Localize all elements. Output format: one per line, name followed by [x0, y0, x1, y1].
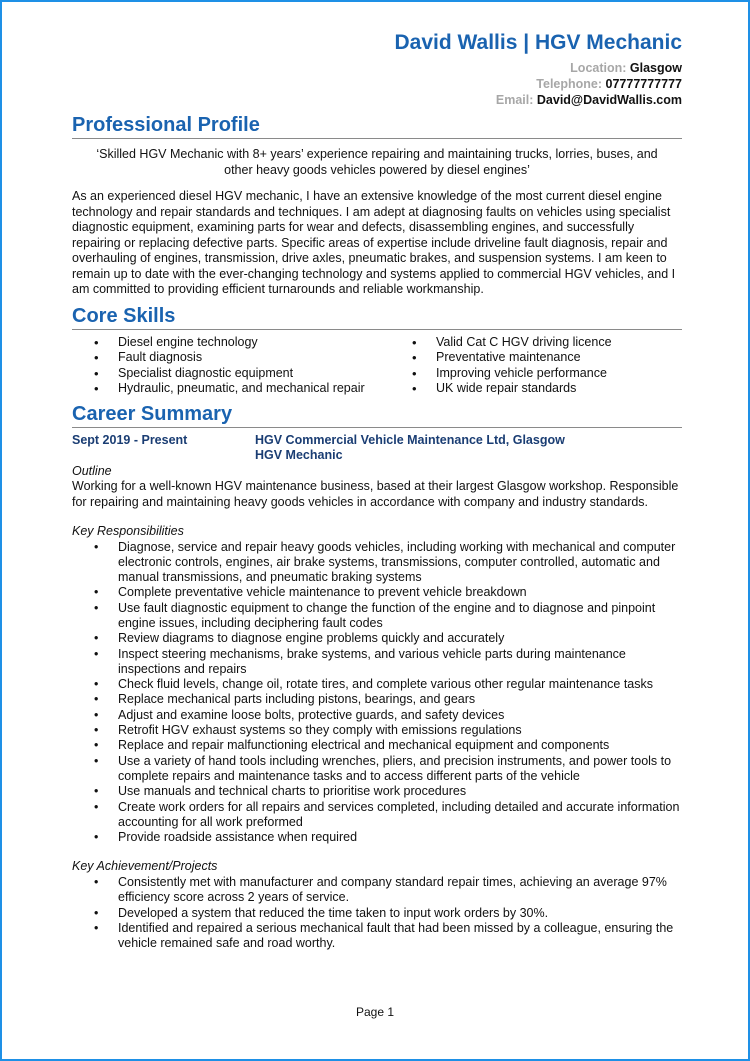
responsibilities-list — [72, 540, 682, 846]
email-line — [72, 92, 682, 108]
job-employer — [255, 433, 565, 464]
skill-item: • Diesel engine technology — [94, 335, 404, 351]
outline-label: Outline — [72, 463, 112, 478]
skill-item: • Improving vehicle performance — [412, 366, 612, 382]
skill-item: • Valid Cat C HGV driving licence — [412, 335, 612, 351]
career-heading: Career Summary — [72, 402, 682, 428]
location-line — [72, 60, 682, 76]
skill-item: • Fault diagnosis — [94, 350, 404, 366]
profile-quote: ‘Skilled HGV Mechanic with 8+ years’ experience repairing and maintaining trucks, lorries, buses, and other heavy goods vehicles powered by diesel engines’ — [96, 147, 658, 177]
list-item: • Review diagrams to diagnose engine problems quickly and accurately — [94, 631, 682, 646]
outline-text: Working for a well-known HGV maintenance business, based at their largest Glasgow workshop. Responsible for repairing and maintaining heavy goods vehicles in accordance with company and industry standards. — [72, 479, 679, 509]
skills-column-left — [72, 335, 404, 397]
skill-item: • UK wide repair standards — [412, 381, 612, 397]
cv-content — [72, 30, 682, 951]
location-value: Glasgow — [629, 61, 682, 75]
achievements-label: Key Achievement/Projects — [72, 859, 218, 874]
skill-item: • Specialist diagnostic equipment — [94, 366, 404, 382]
skills-list — [72, 335, 682, 397]
list-item: • Inspect steering mechanisms, brake systems, and various vehicle parts during maintenance inspections and repairs — [94, 647, 682, 678]
job-role: HGV Mechanic — [255, 448, 343, 462]
contact-block — [72, 60, 682, 108]
location-label: Location: — [570, 61, 627, 75]
list-item: • Provide roadside assistance when required — [94, 830, 682, 845]
skills-heading: Core Skills — [72, 304, 682, 330]
page-number: Page 1 — [355, 1005, 395, 1019]
list-item: • Diagnose, service and repair heavy goods vehicles, including working with mechanical and computer electronic controls, engines, air brake systems, transmissions, computer controlled, automatic and manual transmissions, and pneumatic braking systems — [94, 540, 682, 586]
skills-column-right — [404, 335, 612, 397]
candidate-name: David Wallis | HGV Mechanic — [394, 31, 682, 54]
telephone-label: Telephone: — [536, 77, 603, 91]
list-item: • Replace and repair malfunctioning electrical and mechanical equipment and components — [94, 738, 682, 753]
list-item: • Use manuals and technical charts to prioritise work procedures — [94, 784, 682, 799]
skill-item: • Hydraulic, pneumatic, and mechanical repair — [94, 381, 404, 397]
list-item: • Developed a system that reduced the time taken to input work orders by 30%. — [94, 906, 682, 921]
telephone-value: 07777777777 — [605, 77, 682, 91]
job-dates: Sept 2019 - Present — [72, 432, 188, 447]
email-value: David@DavidWallis.com — [536, 93, 682, 107]
profile-paragraph: As an experienced diesel HGV mechanic, I have an extensive knowledge of the most current diesel engine technology and repair standards and techniques. I am adept at diagnosing faults on vehicles using specialist diagnostic equipment, examining parts for wear and defects, disassembling engines, and successfully repairing or replacing defective parts. Specific areas of expertise include driveline fault diagnosis, repair and overhauling of engines, transmission, drive axles, pneumatic brakes, and suspension systems. I am keen to remain up to date with the ever-changing technology and systems applied to commercial HGV vehicles, and I am committed to providing efficient turnarounds and reliable workmanship. — [72, 189, 676, 296]
list-item: • Replace mechanical parts including pistons, bearings, and gears — [94, 692, 682, 707]
list-item: • Identified and repaired a serious mechanical fault that had been missed by a colleague, ensuring the vehicle remained safe and road worthy. — [94, 921, 682, 952]
profile-heading: Professional Profile — [72, 113, 682, 139]
responsibilities-label: Key Responsibilities — [72, 524, 184, 538]
skill-item: • Preventative maintenance — [412, 350, 612, 366]
list-item: • Create work orders for all repairs and services completed, including detailed and accurate information accounting for all work preformed — [94, 800, 682, 831]
list-item: • Complete preventative vehicle maintenance to prevent vehicle breakdown — [94, 585, 682, 600]
list-item: • Use a variety of hand tools including wrenches, pliers, and precision instruments, and power tools to complete repairs and maintenance tasks and to access different parts of the vehicle — [94, 754, 682, 785]
list-item: • Use fault diagnostic equipment to change the function of the engine and to diagnose and pinpoint engine issues, including deciphering fault codes — [94, 601, 682, 632]
list-item: • Check fluid levels, change oil, rotate tires, and complete various other regular maintenance tasks — [94, 677, 682, 692]
list-item: • Retrofit HGV exhaust systems so they comply with emissions regulations — [94, 723, 682, 738]
job-company: HGV Commercial Vehicle Maintenance Ltd, Glasgow — [255, 432, 565, 447]
job-header — [72, 433, 682, 464]
list-item: • Consistently met with manufacturer and company standard repair times, achieving an average 97% efficiency score across 2 years of service. — [94, 875, 682, 906]
list-item: • Adjust and examine loose bolts, protective guards, and safety devices — [94, 708, 682, 723]
email-label: Email: — [495, 93, 534, 107]
telephone-line — [72, 76, 682, 92]
achievements-list — [72, 875, 682, 951]
